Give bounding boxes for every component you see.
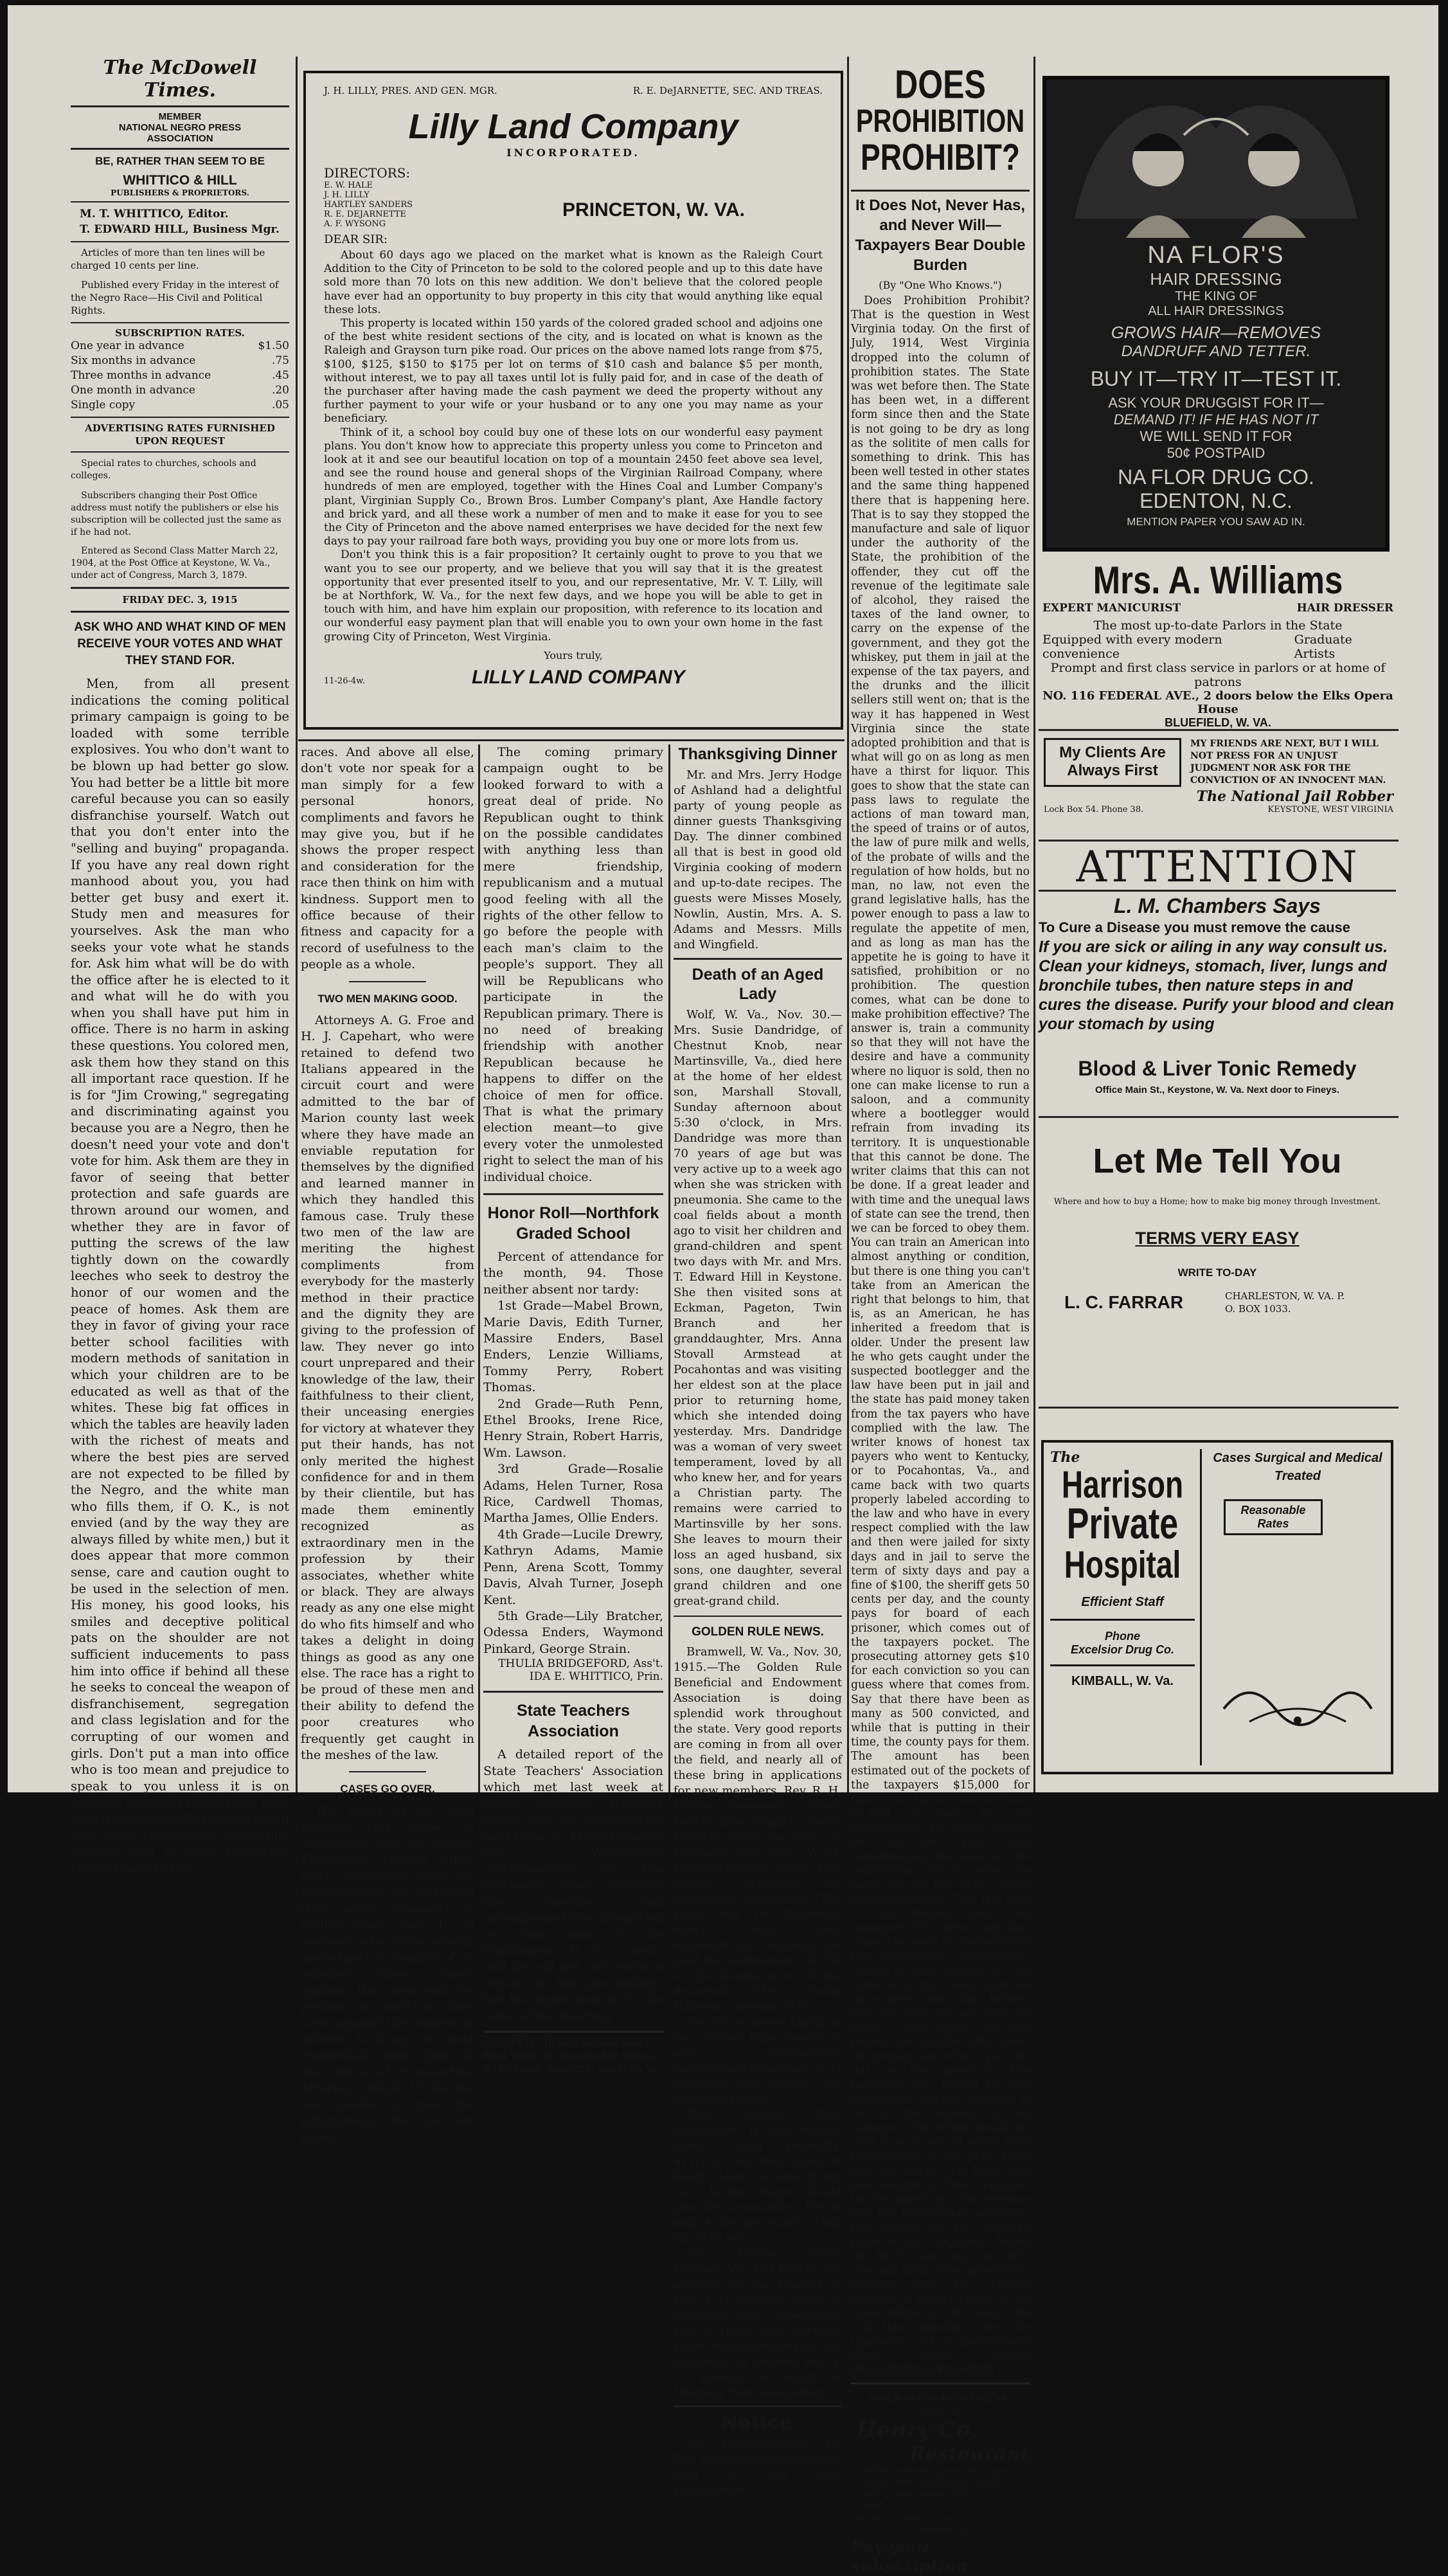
honor-roll-headline: Honor Roll—Northfork Graded School [487, 1203, 659, 1243]
williams-title: HAIR DRESSER [1296, 602, 1393, 615]
notice-article: The Representative for The McDowell Times will be glad to get your subscription. [674, 2437, 842, 2497]
thanksgiving-headline: Thanksgiving Dinner [678, 745, 837, 763]
letme-headline: Let Me Tell You [1093, 1142, 1342, 1180]
farrar-ad [1039, 1124, 1396, 1400]
williams-ad [1042, 559, 1393, 729]
subscription-title: SUBSCRIPTION RATES. [115, 327, 245, 339]
cases-article: The cases of the men indicted for rape in connection with the Mamie Flood-Lucy Cooper affair were continued until the January term of court and they were released on $5,000 bonds each. To all persons who have quietly and expect to inquire of us whether these cases against the men will be pushed as hard as they were against the women or allowed to drop, we most respectfully refer them to the office of Prosecuting Attorney, Welch, W. Va. We are unable to give the information. We do not know. [301, 1803, 474, 2145]
location-wrap [485, 165, 823, 229]
lilly-paragraph: This property is located within 150 yards of the colored graded school and adjoins one of the best white resident sections of the city, and is located on what is known as the Raleigh and Grayson turn pike road. Our prices on the above named lots range from $75, $100, $125, $150 to $175 per lot on terms of $10 cash and balance $5 per month, without interest, we to pay all taxes until lot is fully paid for, and in case of the death of the purchaser after having made the cash payment we deed the property without any further payment to your wife or your husband or to any one you may name as your beneficiary. [324, 317, 823, 426]
henry-footer: HENRY CO. RESTAURANT, Pocahontas, Va. B. C. Meredith, Prop. [855, 2515, 1026, 2535]
clients-ad [1044, 738, 1393, 828]
rate-row [71, 383, 289, 398]
henry-body: All the attention possible is paid to you here at all times. Neatly and quietly served. Give us a trial. [864, 2466, 1012, 2512]
director-name: A. F. WYSONG [324, 219, 386, 229]
naflor-text [1054, 242, 1378, 528]
williams-name: Mrs. A. Williams [1093, 559, 1343, 602]
incorporated: INCORPORATED. [506, 147, 640, 159]
naflor-line: 50¢ POSTPAID [1166, 445, 1265, 461]
director-name: R. E. DEJARNETTE [324, 210, 407, 219]
column-4 [674, 744, 842, 2497]
naflor-line: THE KING OF [1175, 289, 1257, 303]
clients-row [1044, 738, 1393, 787]
henry-pre: WHEN IN POCAHONTAS, VA. [869, 2393, 1012, 2404]
ornament-icon [1211, 1548, 1384, 1741]
column-rule [296, 57, 298, 1792]
harrison-cases: Cases Surgical and Medical Treated [1213, 1451, 1382, 1483]
honor-intro: Percent of attendance for the month, 94. Those neither absent nor tardy: [483, 1249, 663, 1297]
publishers: WHITTICO & HILL [123, 173, 237, 188]
ad-rule [1039, 1407, 1399, 1409]
ask-article: Men, from all present indications the coming political primary campaign is going to be loaded with some terrible explosives. You who don't want to be blown up had better go slow. You had better be a little bit more careful because you can so easily disfranchise yourself. Watch out that you don't enter into the "selling and buying" propaganda. If you have any real down right manhood about you, you had better get busy and exert it. Study men and measures for yourselves. Ask the man who seeks your vote what he stands for. Ask him what will be do with the office after he is elected to it and what will he do with you when you shall have put him in office. There is no harm in asking these questions. You colored men, ask them how they stand on this all important race question. If he is for "Jim Crowing," segregating and discriminating against you because you are a Negro, then he doesn't need your vote and don't vote for him. Ask them are they in favor of seeing that better protection and safe guards are thrown around our women, and whether they are in favor of putting the screws of the law tightly down on the cowardly leeches who seek to destroy the honor of our women and the peace of homes. Ask them are they in favor of giving your race better school facilities with modern methods of sanitation in which your children are to be educated as well as that of the whites. These big fat offices in which the tables are heavily laden with the richest of meats and where the best pies are served are not expected to be filled by the Negro, and the white man who fills them, if O. K., is not envied (and by the way they are always filled by white men,) but it does appear that more common sense, care and caution ought to be used in the selection of men. His money, his good looks, his smiles and deceptive political pats on the shoulder are not sufficient inducements to pass him into office if behind all these he seeks to conceal the weapon of disfranchisement, segregation and class legislation and for the corrupting of our women and girls. Don't put a man into office who is too mean and prejudice to speak to you unless it is on election day. Don't vote for a man who is too cowardly prejudice and who won't recommend a capable, friendly and a more deserving colored man to the [71, 676, 289, 1876]
rate-row [71, 354, 289, 368]
teachers-article: A detailed report of the State Teachers' Association which met last week at Storer College, Harper's Ferry, will be published in next issue. A. Mercer Daniel, the Washington correspondent of The McDowell Times attended the meeting and accompanied the delegation on their tour of the Washington, D. C., schools and he will not only write a report of the proceedings but his impression as to the value of the meeting. [483, 1747, 663, 2023]
rate-row [71, 398, 289, 413]
clients-location: KEYSTONE, WEST VIRGINIA [1267, 805, 1393, 815]
harrison-line: Harrison [1061, 1462, 1184, 1506]
races-article: races. And above all else, don't vote nor speak for a man simply for a few personal honors, compliments and favors he may give you, but if he shows the proper respect and consideration for the race then think on him with kindness. Support men to office because of their fitness and capacity for a record of usefulness to the people as a whole. [301, 745, 474, 972]
grade-list: 5th Grade—Lily Bratcher, Odessa Enders, Waymond Pinkard, George Strain. [483, 1608, 663, 1656]
business-manager: T. EDWARD HILL, Business Mgr. [80, 223, 280, 236]
chambers-office: Office Main St., Keystone, W. Va. Next door to Fineys. [1095, 1085, 1340, 1095]
grade-list: 2nd Grade—Ruth Penn, Ethel Brooks, Irene Rice, Henry Strain, Robert Harris, Wm. Lawson. [483, 1396, 663, 1460]
golden-rule-article: Bramwell, W. Va., Nov. 30, 1915.—The Golden Rule Beneficial and Endowment Association is doing splendid work throughout the state. Very good reports are coming in from all over the field, and nearly all of these bring in applications for new members. Rev. R. H. McKoy, president, visited Lovely Zion Baptist church Monday night the 29th, in company with Revs. W. H. Mitchell and J. E. Pryor. Rev. McKoy delivered an interesting address on "The Race and Its Business" which was very appreciatively received, and paid the endowment of $50 to the beneficiaries of the deceased Mrs. Callie Hairston. Amount $110. [674, 1645, 842, 2013]
directors [324, 165, 485, 229]
grade-list: 4th Grade—Lucile Drewry, Kathryn Adams, Mamie Penn, Arena Scott, Tommy Davis, Alvah Turner, Joseph Kent. [483, 1527, 663, 1607]
article-rate-notice: Articles of more than ten lines will be charged 10 cents per line. [71, 247, 265, 271]
chambers-ad [1039, 842, 1396, 1057]
harrison-line: Hospital [1064, 1542, 1181, 1587]
directors-row [324, 165, 823, 229]
masthead: The McDowell Times. [71, 57, 289, 107]
notice-headline: Notice [722, 2412, 793, 2433]
death-headline: Death of an Aged Lady [692, 966, 824, 1003]
death-article: Wolf, W. Va., Nov. 30.—Mrs. Susie Dandridge, of Chestnut Knob, near Martinsville, Va., died here at the home of her eldest son, Marshall Stovall, Sunday afternoon about 5:30 o'clock, in Mrs. Dandridge was more than 70 years of age but was very active up to a week ago when she was stricken with pneumonia. She came to the coal fields about a month ago to visit her children and grand-children and spent two days with Mr. and Mrs. T. Edward Hill in Keystone. She then visited sons at Eckman, Pageton, Twin Branch and her granddaughter, Mrs. Anna Stovall Armstead at Pocahontas and was visiting her eldest son at the place prior to returning home, which she intended doing yesterday. Mrs. Dandridge was a woman of very sweet temperament, loved by all who knew her, and for years a Christian party. The remains were carried to Martinsville by her sons. She leaves to mourn their loss an aged husband, six sons, one daughter, several grand children and one great-grand child. [674, 1008, 842, 1608]
woman-illustration-icon [1055, 90, 1377, 238]
subscription-reminder: Pay your subscription. [851, 2537, 974, 2576]
lilly-land-ad [303, 71, 843, 730]
teachers-headline: State Teachers Association [516, 1702, 630, 1741]
ad-rule [1039, 729, 1399, 731]
chambers-remedy-block [1039, 1057, 1396, 1108]
naflor-line: MENTION PAPER YOU SAW AD IN. [1127, 516, 1305, 528]
harrison-staff: Efficient Staff [1081, 1595, 1164, 1610]
editor: M. T. WHITTICO, Editor. [80, 208, 229, 221]
rate-price: .20 [271, 384, 289, 397]
chambers-body: If you are sick or ailing in any way consult us. Clean your kidneys, stomach, liver, lungs and bronchile tubes, then nature steps in and cures the disease. Purify your blood and clean your stomach by using [1039, 938, 1394, 1033]
harrison-rates: Reasonable Rates [1224, 1499, 1323, 1535]
rate-label: Three months in advance [71, 369, 211, 382]
director-name: E. W. HALE [324, 181, 373, 190]
golden-rule-article: Rev. McKoy visited Graham, Va., last Friday and assisted in the funeral of Rev. J. D. Haskin, agent of Morning Star Association. Rev. W. Hicks, Mrs. Cornelia Ward was appointed by the president to succeed Rev. J. D. Haskin as agent of Morning Star Association. [674, 2247, 842, 2399]
clients-footer [1044, 805, 1393, 815]
rate-label: One month in advance [71, 384, 195, 397]
press-association [71, 111, 289, 144]
officer-president: J. H. LILLY, PRES. AND GEN. MGR. [324, 85, 497, 96]
harrison-drug: Excelsior Drug Co. [1070, 1643, 1175, 1657]
golden-rule-article: Rev. Pryor spoke highly of the Golden Rule Beneficial and Endowment Association, being one of its members and officers and urged all to join. [674, 2015, 842, 2106]
henry-name-2: Restaurant [909, 2443, 1030, 2466]
rate-label: Single copy [71, 399, 136, 411]
masthead-column [71, 57, 289, 1876]
salutation: DEAR SIR: [324, 233, 388, 246]
signatory: IDA E. WHITTICO, Prin. [529, 1670, 663, 1684]
cases-headline: CASES GO OVER. [340, 1783, 435, 1796]
rate-row [71, 339, 289, 354]
publication-notice: Published every Friday in the interest of the Negro Race—His Civil and Political Rights. [71, 279, 279, 316]
williams-titles [1042, 602, 1393, 615]
signatory: THULIA BRIDGEFORD, Ass't. [498, 1657, 663, 1671]
column-rule [478, 744, 480, 1792]
farrar-address: CHARLESTON, W. VA. P. O. BOX 1033. [1225, 1290, 1345, 1315]
column-rule [847, 57, 849, 1792]
naflor-line: BUY IT—TRY IT—TEST IT. [1090, 367, 1342, 390]
harrison-place: KIMBALL, W. Va. [1071, 1674, 1174, 1689]
naflor-line: NA FLOR'S [1147, 242, 1285, 269]
signature: LILLY LAND COMPANY [472, 666, 685, 688]
grade-list: 3rd Grade—Rosalie Adams, Helen Turner, Rosa Rice, Cardwell Thomas, Martha James, Ollie Enders. [483, 1462, 663, 1526]
williams-line: Graduate Artists [1294, 633, 1352, 661]
williams-row [1042, 633, 1393, 661]
williams-line: BLUEFIELD, W. VA. [1165, 716, 1271, 729]
chambers-line: To Cure a Disease you must remove the cause [1039, 919, 1350, 935]
harrison-right [1202, 1449, 1384, 1765]
attention-headline: ATTENTION [1076, 842, 1359, 892]
byline: (By "One Who Knows.") [879, 278, 1002, 291]
rate-price: $1.50 [258, 339, 289, 352]
harrison-title [1050, 1462, 1195, 1587]
date-code: 11-26-4w. [324, 676, 365, 686]
prohibition-article: Does Prohibition Prohibit? That is the question in West Virginia today. On the first of July, 1914, West Virginia dropped into the column of prohibition states. The State was wet before then. The State has been wet, in a different form since then and the State is not going to be dry as long as the solitite of men calls for something to drink. This has been well tested in other states and the same thing happened there that is happening here. That is to say they stopped the manufacture and sale of liquor under the authority of the State, the prohibition of the offender, they cut off the revenue of the legitimate sale of alcohol, they raised the taxes of the land owner, to carry on the expense of the government, and they got the whiskey, put them in jail at the expense of the tax payers, and the drunks and the illicit sellers still went on; that is the way it has happened in West Virginia since the state adopted prohibition and that is what will go on as long as men have a thirst for liquor. This goes to show that the state can pass laws to regulate the actions of man toward man, the speed of trains or of autos, the law of pure milk and wells, of the probate of wills and the regulation of how holds, but no man, no law, not even the grand legislative halls, has the power enough to pass a law to regulate the appetite of men, and as long as man has the appetite he is going to have it satisfied, prohibition or no prohibition. The question comes, what can be done to make prohibition effective? The answer is, train a community so that they will not have the desire and have a community where no liquor is sold, then no one can make license to run a saloon, and a community where a bootlegger would refrain from invading its territory. It is unquestionable that this cannot be done. The writer claims that this can not be done. If a great leader and with time and the unequal laws of state can see the trend, then we can be forced to obey them. You can train an American into almost anything or condition, but there is one thing you can't take from an American the right that belongs to him, that is, as an American, he has inherited a freedom that is older. Under the present law he who gets caught under the suspected bootlegger and the law have been put in jail and the state has paid money taken from the tax payers who have complied with the law. The writer knows of honest tax payers who went to Kentucky, or to Pocahontas, Va., and came back with two quarts properly labeled according to the law and who have in every respect complied with the law and then were jailed for sixty days and in jail to serve the term of sixty days and pay a fine of $100, the sheriff gets 50 cents per day, and the county pays for board of each prisoner, which comes out of the taxpayers pocket. The prosecuting attorney gets $10 for each conviction so you can guess where that comes from. Say that there have been as many as 500 convicted, and while that is putting in their time, the county pays for them. The amount has been estimated out of the pockets of the taxpayers $15,000 for board for these violators and $5,000 in fees to the prosecution. In these figures we do not take into consideration the loss of the prohibition officers who are paid out of the state funds $150 per month. That is a part of the burden upon the taxpayers. The writer says that crime has been increased since the prohibition amendment. Crime in this country is the same as it has been, and we have more now than before. Stop the sale and you stop the crime. Then again, the tax payers who pay the bills under the present law who is pay the bill, is the question. The taxpayers are paying for the prohibition officers, and that is too at the expense of the taxpayer. The writer would be glad if each and all would take their places in the plain facts and say, Liquor has been sold and bought in West Virginia; the tax payers pay the revenue and the bootleggers pocket it; the drunks at the expense price of the taxpayers. When the BLUE laws and the BEE can only furnish the prohibition officers, and the twenty millions of dollars spent in the state militia in the fields. We ask this question, are the taxpayers sick of prohibition? Then comes, DOES PROHIBITION PROHIBIT? [851, 294, 1030, 2377]
naflor-line: GROWS HAIR—REMOVES [1111, 323, 1321, 342]
advertising-title: ADVERTISING RATES FURNISHED UPON REQUEST [85, 422, 275, 447]
rate-label: One year in advance [71, 339, 184, 352]
column-rule [1033, 57, 1035, 1792]
rate-price: .45 [271, 369, 289, 382]
special-rates: Special rates to churches, schools and colleges. [71, 458, 256, 481]
naflor-line: EDENTON, N.C. [1140, 489, 1292, 512]
section-rule [298, 739, 845, 741]
williams-line: The most up-to-date Parlors in the State [1093, 618, 1343, 633]
thanksgiving-article: Mr. and Mrs. Jerry Hodge of Ashland had a delightful party of young people as dinner guests Thanksgiving Day. The dinner combined all that is best in good old Virginia cooking of modern and up-to-date recipes. The guests were Misses Mosely, Nowlin, Austin, Mrs. A. S. Adams and Messrs. Mills and Wingfield. [674, 768, 842, 951]
lilly-paragraph: Think of it, a school boy could buy one of these lots on our wonderful easy payment plans. You don't know how to appreciate this property unless you come to Princeton and look at it and see our beautiful location on top of a mountain 2450 feet above sea level, and see the round house and general shops of the Virginian Railroad Company, where hundreds of men are employed, together with the Hines Coal and Lumber Company's plant, Virginian Supply Co., Brown Bros. Lumber Company's plant, Axe Handle factory and brick yard, and all these work a number of men and to make it ease for you to see the City of Princeton and the above named enterprises we have decided for the next few days to pay your railroad fare both ways, providing you buy one or more lots from us. [324, 426, 823, 548]
headline-line: DOES [895, 62, 986, 107]
rate-row [71, 368, 289, 383]
golden-rule-headline: GOLDEN RULE NEWS. [692, 1625, 824, 1639]
member-line: MEMBER [158, 111, 202, 122]
naflor-line: DANDRUFF AND TETTER. [1121, 343, 1311, 360]
naflor-line: ALL HAIR DRESSINGS [1148, 304, 1284, 318]
ad-rule [1039, 1116, 1399, 1118]
write-today: WRITE TO-DAY [1177, 1266, 1257, 1279]
newspaper-page [8, 5, 1438, 2576]
williams-line: Prompt and first class service in parlors or at home of patrons [1050, 661, 1386, 689]
naflor-ad [1042, 76, 1390, 552]
clients-contact: Lock Box 54. Phone 38. [1044, 805, 1144, 815]
ad-rule [1039, 840, 1399, 842]
letme-line: Where and how to buy a Home; how to make big money through Investment. [1053, 1197, 1381, 1207]
harrison-left [1050, 1449, 1202, 1765]
harrison-line: Private [1066, 1500, 1179, 1549]
harrison-phone: Phone [1104, 1630, 1140, 1643]
clients-signature: The National Jail Robber [1196, 788, 1393, 805]
terms: TERMS VERY EASY [1135, 1229, 1300, 1248]
harrison-ad [1041, 1440, 1393, 1774]
harrison-inner [1050, 1449, 1384, 1765]
naflor-line: NA FLOR DRUG CO. [1118, 465, 1314, 489]
location: PRINCETON, W. VA. [562, 199, 745, 221]
director-name: HARTLEY SANDERS [324, 200, 413, 210]
headline-line: PROHIBIT? [861, 135, 1020, 177]
naflor-line: ASK YOUR DRUGGIST FOR IT— [1108, 395, 1324, 411]
two-men-article: Attorneys A. G. Froe and H. J. Capehart, who were retained to defend two Italians appeared in the circuit court and were admitted to the bar of Marion county last week where they have made an enviable reputation for themselves by the dignified and learned manner in which they handled this famous case. Truly these two men of the law are meriting the highest compliments from everybody for the masterly method in their practice and the dignity they are giving to the profession of law. They never go into court unprepared and their knowledge of the law, their faithfulness to their client, their unceasing energies for victory at whatever they put their hands, has not only merited the highest confidence for and in them by their clientile, but has made them eminently recognized as extraordinary men in the profession by their associates, whether white or black. They are always ready as any one else might do who fits himself and who takes a delight in doing things as good as any one else. The race has a right to be proud of these men and their ability to defend the poor creatures who frequently get caught in the meshes of the law. [301, 1013, 474, 1762]
prohibition-headline [851, 64, 1030, 176]
farrar-name: L. C. FARRAR [1064, 1292, 1184, 1312]
motto: BE, RATHER THAN SEEM TO BE [95, 155, 265, 167]
clients-box: My Clients Are Always First [1044, 738, 1181, 787]
headline-line: PROHIBITION [855, 104, 1025, 140]
wanted-notice: WANTED—To buy second-hand Pool Table on reasonable terms. R. B. Scott, Box 224, Gary, W. Va. [483, 2037, 662, 2075]
williams-title: EXPERT MANICURIST [1042, 602, 1181, 615]
chambers-remedy: Blood & Liver Tonic Remedy [1078, 1057, 1357, 1080]
naflor-line: DEMAND IT! IF HE HAS NOT IT [1113, 411, 1319, 428]
entered-note: Entered as Second Class Matter March 22, 1904, at the Post Office at Keystone, W. Va., under act of Congress, March 3, 1879. [71, 546, 278, 581]
farrar-row [1039, 1290, 1396, 1315]
harrison-the: The [1050, 1449, 1080, 1466]
two-men-headline: TWO MEN MAKING GOOD. [317, 992, 458, 1005]
member-line: ASSOCIATION [147, 133, 213, 144]
column-rule [668, 744, 670, 1792]
lilly-paragraph: About 60 days ago we placed on the market what is known as the Raleigh Court Addition to the City of Princeton to be sold to the colored people and up to this date have sold more than 70 lots on this new addition. We don't believe that the colored people have ever had an opportunity to buy property in this city that would anything like equal these lots. [324, 249, 823, 316]
primary-article: The coming primary campaign ought to be looked forward to with a great deal of pride. No Republican ought to think on the possible candidates with anything less than mere friendship, republicanism and a mutual good feeling with all the rights of the other fellow to go before the people with each man's claim to the people's support. They all will be Republicans who participate in the Republican primary. There is no need of breaking friendship with another Republican because he happens to differ on the choice of men for office. That is what the primary election meant—to give every voter the unmolested right to select the man of his individual choice. [483, 745, 663, 1184]
rate-price: .75 [271, 354, 289, 367]
prohibition-subhead: It Does Not, Never Has, and Never Will—Taxpayers Bear Double Burden [855, 196, 1026, 274]
member-line: NATIONAL NEGRO PRESS [118, 122, 242, 133]
signature-row [324, 667, 823, 689]
subscription-rates [71, 339, 289, 413]
issue-date: FRIDAY DEC. 3, 1915 [122, 594, 238, 606]
henry-name: Henry Co. [856, 2417, 978, 2444]
williams-line: Equipped with every modern convenience [1042, 633, 1222, 661]
director-name: J. H. LILLY [324, 190, 370, 200]
officer-secretary: R. E. DeJARNETTE, SEC. AND TREAS. [632, 85, 823, 96]
rate-price: .05 [271, 399, 289, 411]
rate-label: Six months in advance [71, 354, 196, 367]
ask-headline: ASK WHO AND WHAT KIND OF MEN RECEIVE YOUR VOTES AND WHAT THEY STAND FOR. [74, 620, 286, 667]
column-3 [483, 744, 663, 2075]
publishers-sub: PUBLISHERS & PROPRIETORS. [111, 188, 249, 197]
naflor-line: WE WILL SEND IT FOR [1140, 428, 1292, 444]
officers [324, 85, 823, 96]
column-5 [851, 62, 1030, 2576]
golden-rule-article: The Golden Rule Association is still moving every claim promptly. $11,110 has been paid in death claims to date. Every race loving Negro should join this association. Fee is only $1.00 per month. Only $2.50 to join. [674, 2108, 842, 2245]
henry-sub: Eat at the [918, 2407, 963, 2418]
column-2 [301, 744, 474, 2145]
grade-list: 1st Grade—Mabel Brown, Marie Davis, Edith Turner, Massire Enders, Basel Enders, Lenzie Williams, Tommy Perry, Robert Thomas. [483, 1299, 663, 1395]
closing: Yours truly, [544, 649, 603, 662]
naflor-line: HAIR DRESSING [1150, 269, 1282, 289]
williams-line: NO. 116 FEDERAL AVE., 2 doors below the Elks Opera House [1042, 689, 1393, 716]
chambers-says: L. M. Chambers Says [1114, 894, 1321, 917]
lilly-paragraph: Don't you think this is a fair proposition? It certainly ought to prove to you that we want you to see our property, and we believe that you will say that it is the greatest opportunity that ever presented itself to you, and our representative, Mr. V. T. Lilly, will be at Northfork, W. Va., for the next few days, and we hope you will be able to get in touch with him, and have him explain our proposition, with reference to its location and our wonderful easy payment plan that will enable you to own your own home in the fast growing City of Princeton, West Virginia. [324, 548, 823, 644]
clients-text: MY FRIENDS ARE NEXT, BUT I WILL NOT PRESS FOR AN UNJUST JUDGMENT NOR ASK FOR THE CONVICTION OF AN INNOCENT MAN. [1190, 739, 1386, 786]
company-name: Lilly Land Company [408, 107, 738, 146]
directors-title: DIRECTORS: [324, 165, 411, 181]
subscribers-note: Subscribers changing their Post Office address must notify the publishers or else his subscription will be collected just the same as if he had not. [71, 491, 282, 537]
